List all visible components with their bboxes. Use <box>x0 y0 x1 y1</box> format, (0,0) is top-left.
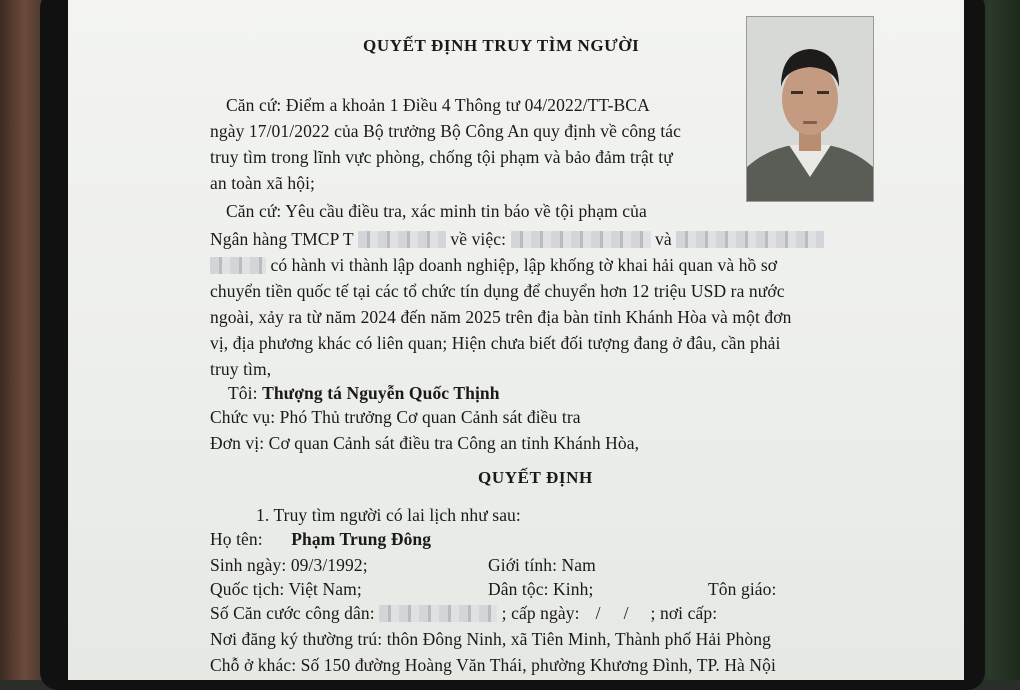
issuer-unit: Đơn vị: Cơ quan Cảnh sát điều tra Công an tỉnh Khánh Hòa, <box>210 433 640 453</box>
decision-heading: QUYẾT ĐỊNH <box>478 468 593 487</box>
para1-line1: Căn cứ: Điểm a khoản 1 Điều 4 Thông tư 04/2022/TT-BCA <box>226 95 650 115</box>
issue-date-sep-2: / <box>623 603 629 623</box>
id-line <box>210 602 717 624</box>
para1-line2: ngày 17/01/2022 của Bộ trưởng Bộ Công An quy định về công tác <box>210 121 682 141</box>
para2-line1: Căn cứ: Yêu cầu điều tra, xác minh tin báo về tội phạm của <box>226 201 647 221</box>
bank-name-text: Ngân hàng TMCP T <box>210 229 354 249</box>
issuer-prefix: Tôi: <box>228 383 258 403</box>
other-address: Chỗ ở khác: Số 150 đường Hoàng Văn Thái, phường Khương Đình, TP. Hà Nội <box>210 655 776 675</box>
para1-line4: an toàn xã hội; <box>210 173 316 193</box>
document-page <box>68 0 964 680</box>
issue-date-sep-1: / <box>595 603 601 623</box>
redaction-bank-name <box>358 231 446 248</box>
nationality-line: Quốc tịch: Việt Nam; <box>210 579 362 599</box>
para2-line3 <box>210 254 777 276</box>
name-label: Họ tên: <box>210 529 263 549</box>
issuer-name: Thượng tá Nguyễn Quốc Thịnh <box>262 383 500 403</box>
document-title: QUYẾT ĐỊNH TRUY TÌM NGƯỜI <box>363 36 640 55</box>
issuer-line <box>228 382 500 404</box>
para2-line2 <box>210 228 824 250</box>
dob-line: Sinh ngày: 09/3/1992; <box>210 555 368 575</box>
person-name-line <box>210 528 431 550</box>
para2-line5: ngoài, xảy ra từ năm 2024 đến năm 2025 trên địa bàn tỉnh Khánh Hòa và một đơn <box>210 307 792 327</box>
para1-line3: truy tìm trong lĩnh vực phòng, chống tội phạm và bảo đảm trật tự <box>210 147 673 167</box>
redaction-subject-a <box>511 231 651 248</box>
gender-line: Giới tính: Nam <box>488 555 596 575</box>
redaction-subject-c <box>210 257 266 274</box>
para2-line7: truy tìm, <box>210 359 272 379</box>
religion-line: Tôn giáo: <box>708 579 777 599</box>
person-name: Phạm Trung Đông <box>291 529 432 549</box>
redaction-subject-b <box>676 231 824 248</box>
para2-line3-text: có hành vi thành lập doanh nghiệp, lập khống tờ khai hải quan và hồ sơ <box>270 255 778 275</box>
para2-line6: vị, địa phương khác có liên quan; Hiện chưa biết đối tượng đang ở đâu, cần phải <box>210 333 781 353</box>
issue-date-label: ; cấp ngày: <box>501 603 580 623</box>
redaction-id-number <box>379 605 497 622</box>
and-text: và <box>655 229 672 249</box>
about-text: về việc: <box>450 229 507 249</box>
suspect-photo <box>746 16 874 202</box>
para2-line4: chuyển tiền quốc tế tại các tổ chức tín dụng để chuyển hơn 12 triệu USD ra nước <box>210 281 785 301</box>
permanent-address: Nơi đăng ký thường trú: thôn Đông Ninh, xã Tiên Minh, Thành phố Hải Phòng <box>210 629 771 649</box>
id-label: Số Căn cước công dân: <box>210 603 375 623</box>
issue-place-label: ; nơi cấp: <box>650 603 718 623</box>
issuer-position: Chức vụ: Phó Thủ trưởng Cơ quan Cảnh sát điều tra <box>210 407 581 427</box>
ethnicity-line: Dân tộc: Kinh; <box>488 579 594 599</box>
item1-line: 1. Truy tìm người có lai lịch như sau: <box>256 505 521 525</box>
